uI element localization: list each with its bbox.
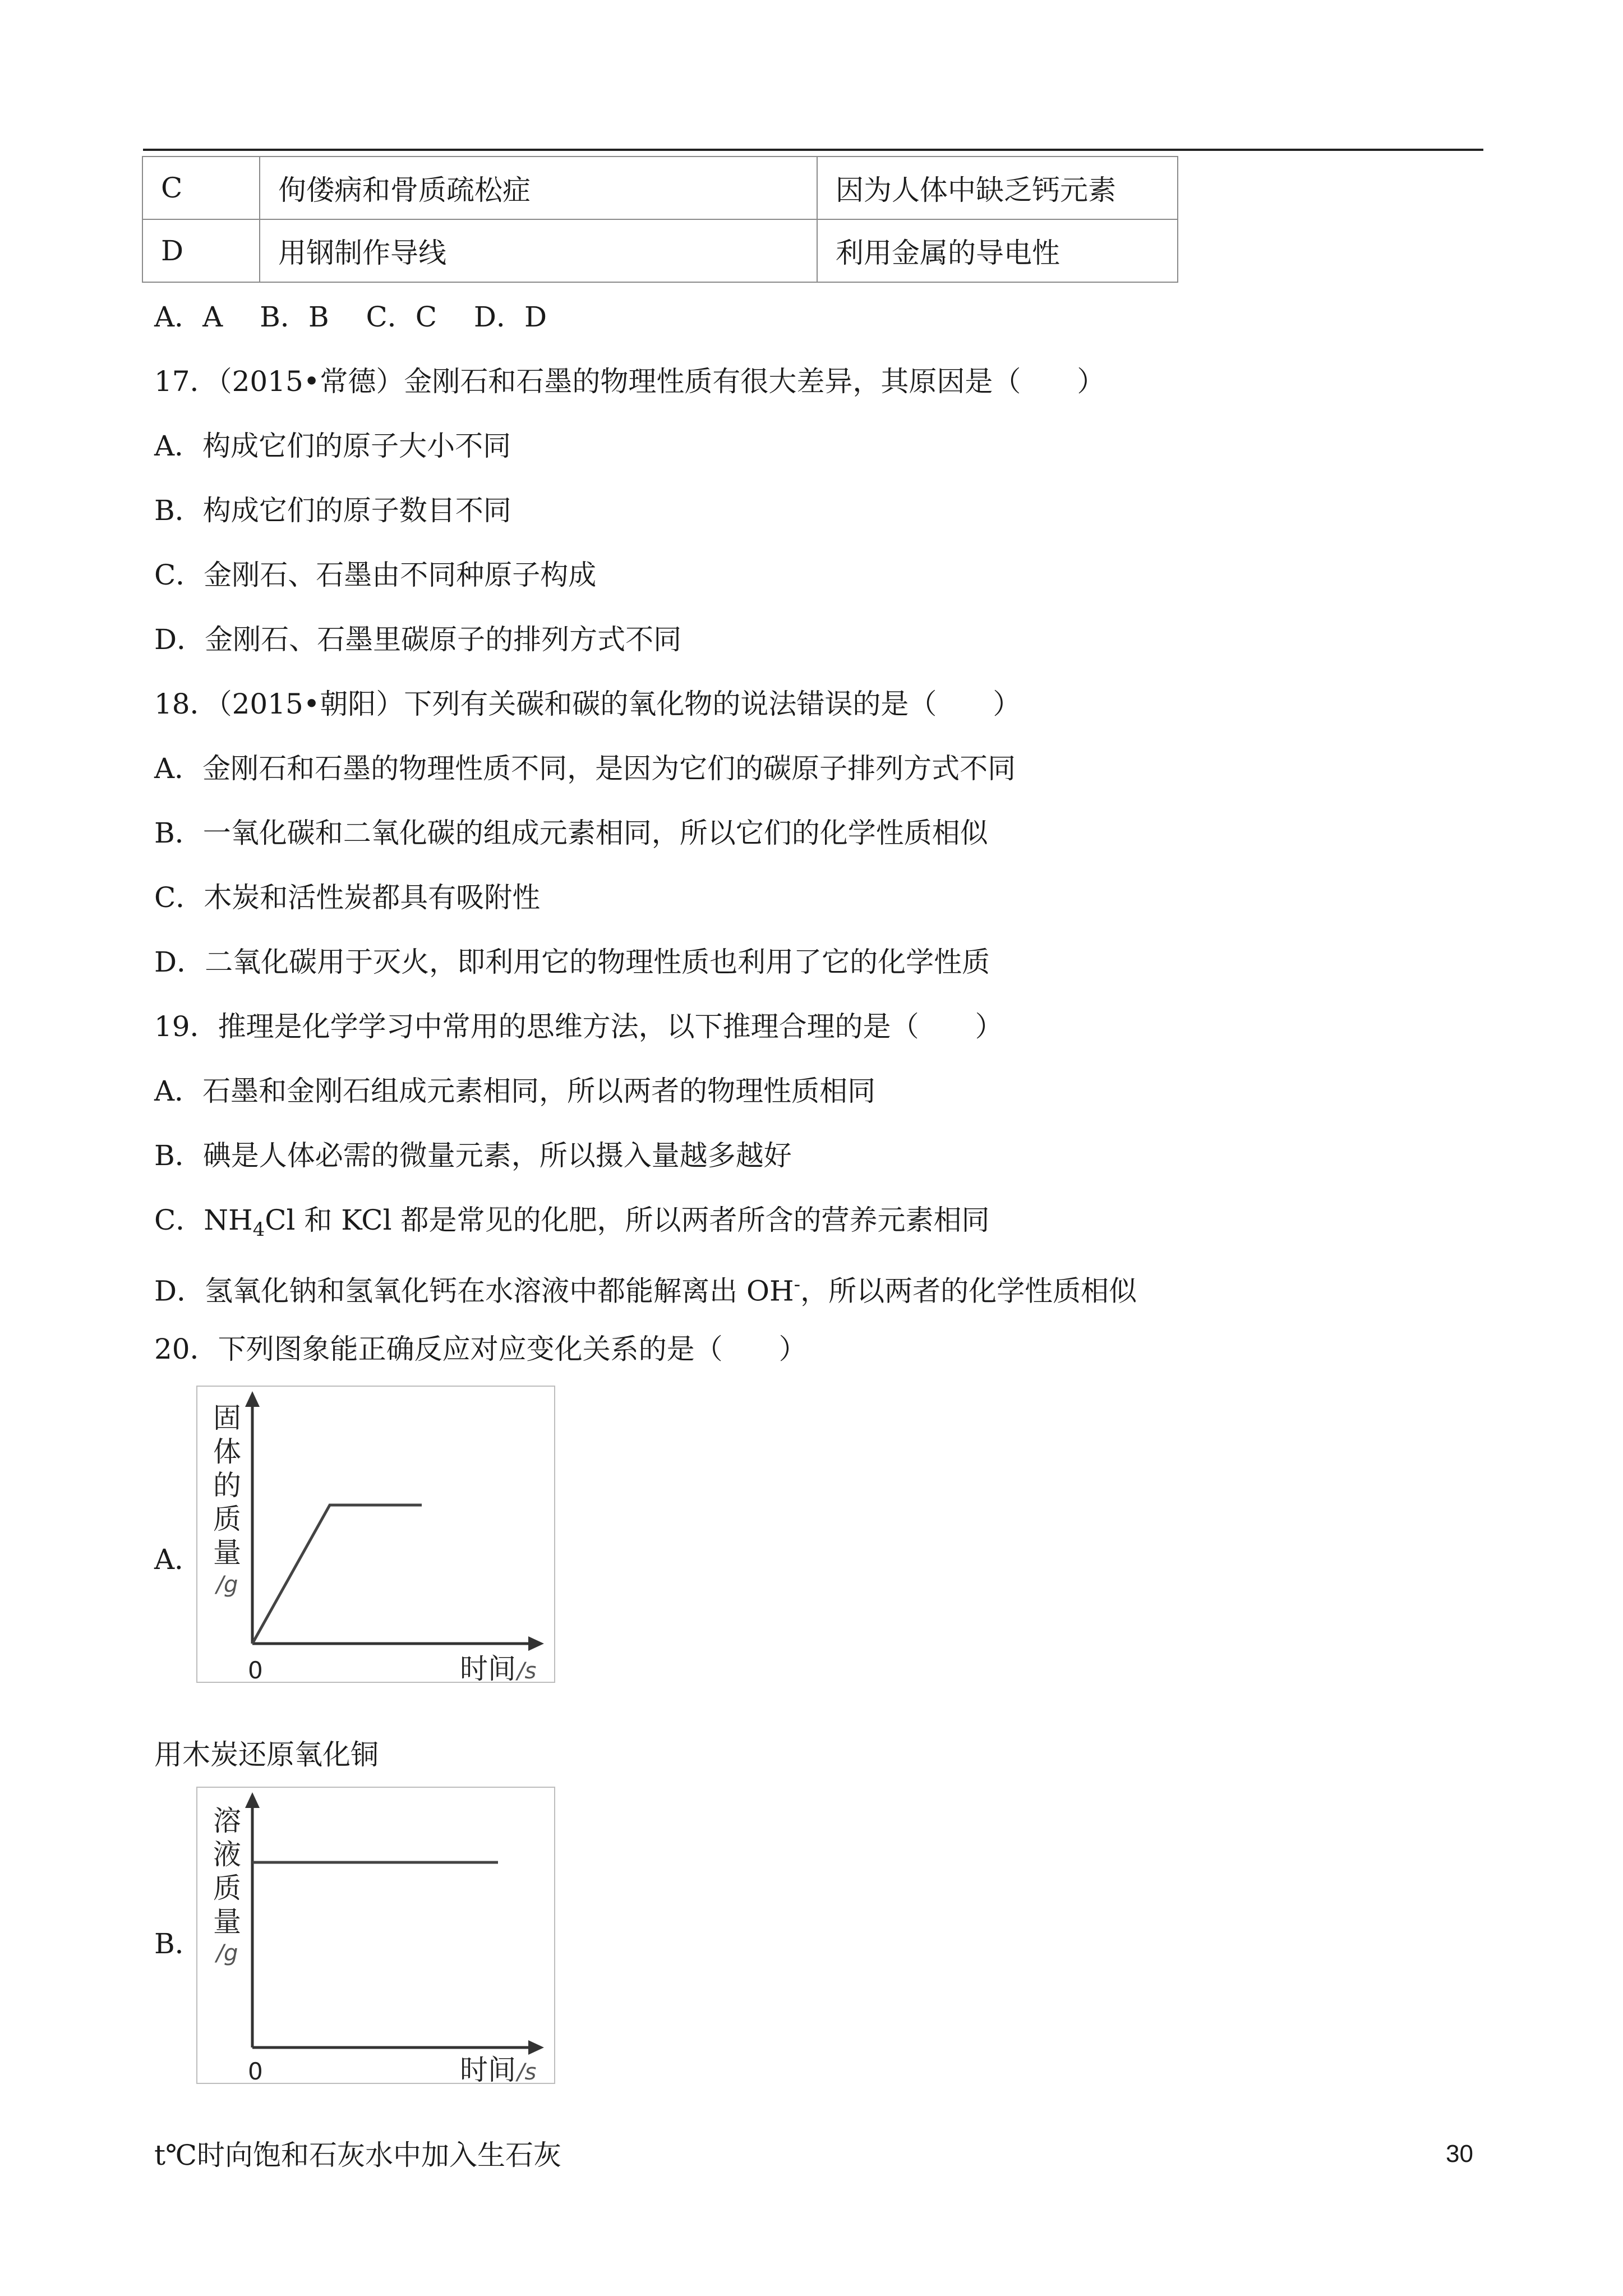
page-number: 30 [1446,2140,1473,2168]
q19-option-d-superscript: - [794,1273,801,1296]
graph-b-y-arrow-icon [245,1792,260,1808]
q19-option-c-subscript: 4 [252,1218,265,1241]
graph-a-x-arrow-icon [528,1636,544,1651]
q18-option-b: B．一氧化碳和二氧化碳的组成元素相同，所以它们的化学性质相似 [154,817,988,849]
graph-b-caption: t℃时向饱和石灰水中加入生石灰 [154,2139,562,2171]
graph-b-ylabel-char: 质 [213,1872,241,1904]
graph-a-ylabel-char: 固 [213,1402,241,1434]
q19-option-c-suffix: Cl 和 KCl 都是常见的化肥，所以两者所含的营养元素相同 [265,1204,990,1236]
q19-option-c-prefix: C．NH [154,1204,253,1236]
graph-a-y-unit: /g [216,1572,238,1598]
q17-stem: 17．（2015•常德）金刚石和石墨的物理性质有很大差异，其原因是（ ） [154,365,1105,398]
graph-b-y-unit: /g [216,1940,238,1966]
graph-a-ylabel-char: 的 [213,1469,241,1502]
table-cell-reason: 利用金属的导电性 [817,219,1178,282]
graph-b-ylabel-char: 量 [213,1906,241,1938]
q18-option-c: C．木炭和活性炭都具有吸附性 [154,881,541,914]
q17-option-d: D．金刚石、石墨里碳原子的排列方式不同 [154,623,682,656]
graph-b-option-label: B． [154,1927,203,1960]
graph-a-ylabel-char: 量 [213,1536,241,1569]
table-cell-letter: C [142,157,260,219]
graph-a-option-label: A． [154,1543,203,1576]
q19-option-d-prefix: D．氢氧化钠和氢氧化钙在水溶液中都能解离出 OH [154,1274,794,1308]
q18-option-a: A．金刚石和石墨的物理性质不同，是因为它们的碳原子排列方式不同 [154,752,1016,785]
graph-a-x-label: 时间 [460,1653,516,1685]
table-cell-example: 用钢制作导线 [260,219,817,282]
q18-stem: 18．（2015•朝阳）下列有关碳和碳的氧化物的说法错误的是（ ） [154,688,1021,720]
graph-b-origin: 0 [248,2058,263,2085]
graph-b [196,1787,561,2090]
graph-a-ylabel-char: 质 [213,1503,241,1535]
q17-option-b: B．构成它们的原子数目不同 [154,494,511,527]
header-rule [143,149,1483,151]
q16-answers: A．A B．B C．C D．D [154,301,547,333]
graph-b-x-unit: /s [517,2059,537,2085]
graph-a-ylabel-char: 体 [213,1435,241,1468]
q19-option-d [154,1268,1137,1308]
graph-b-ylabel-char: 溶 [213,1805,241,1837]
graph-b-x-arrow-icon [528,2040,544,2055]
table-row [142,157,1178,219]
graph-b-ylabel-char: 液 [213,1838,241,1871]
q19-option-b: B．碘是人体必需的微量元素，所以摄入量越多越好 [154,1139,792,1172]
graph-b-x-label: 时间 [460,2054,516,2086]
q17-option-a: A．构成它们的原子大小不同 [154,430,511,462]
answer-table [142,156,1178,283]
table-cell-example: 佝偻病和骨质疏松症 [260,157,817,219]
graph-a [196,1386,561,1688]
q19-option-c [154,1203,989,1246]
graph-a-caption: 用木炭还原氧化铜 [154,1738,379,1771]
graph-a-x-unit: /s [517,1658,537,1684]
graph-a-origin: 0 [248,1657,263,1684]
table-cell-letter: D [142,219,260,282]
q19-option-a: A．石墨和金刚石组成元素相同，所以两者的物理性质相同 [154,1075,876,1107]
graph-a-data-line [252,1505,422,1644]
table-cell-reason: 因为人体中缺乏钙元素 [817,157,1178,219]
q18-option-d: D．二氧化碳用于灭火，即利用它的物理性质也利用了它的化学性质 [154,946,990,978]
graph-a-y-arrow-icon [245,1391,260,1407]
q19-stem: 19．推理是化学学习中常用的思维方法，以下推理合理的是（ ） [154,1010,1003,1043]
table-row [142,219,1178,282]
q17-option-c: C．金刚石、石墨由不同种原子构成 [154,559,597,591]
q20-stem: 20．下列图象能正确反应对应变化关系的是（ ） [154,1333,807,1365]
q19-option-d-suffix: ，所以两者的化学性质相似 [800,1274,1137,1308]
